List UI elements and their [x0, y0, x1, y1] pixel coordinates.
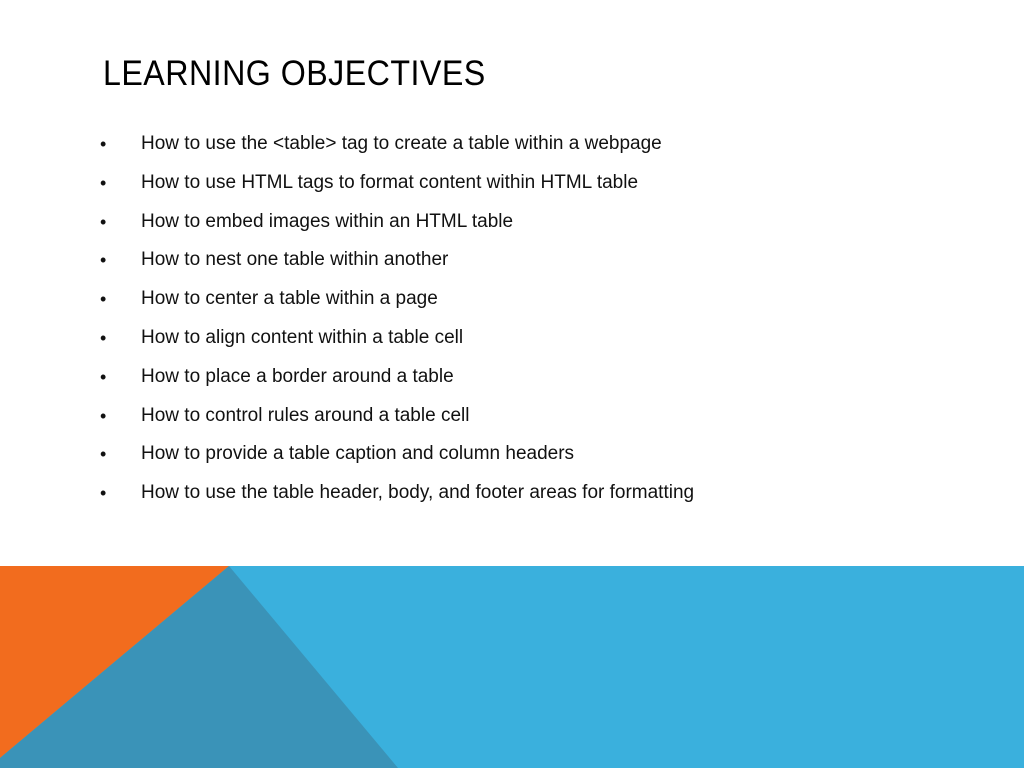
objective-item	[100, 285, 960, 324]
bullet-icon: •	[100, 211, 107, 232]
slide-title: LEARNING OBJECTIVES	[103, 54, 486, 93]
objective-text: How to use the table header, body, and footer areas for formatting	[141, 482, 695, 504]
objective-item	[100, 130, 960, 169]
objective-item	[100, 246, 960, 285]
bullet-icon: •	[100, 327, 107, 348]
objective-text: How to use HTML tags to format content within HTML table	[141, 171, 639, 193]
decorative-footer-band	[0, 566, 1024, 768]
objective-text: How to place a border around a table	[141, 365, 454, 387]
objective-item	[100, 208, 960, 247]
bullet-icon: •	[100, 172, 107, 193]
objectives-list	[100, 130, 960, 518]
objective-item	[100, 363, 960, 402]
bullet-icon: •	[100, 444, 107, 465]
objective-text: How to align content within a table cell	[141, 326, 464, 348]
objective-text: How to center a table within a page	[141, 288, 438, 310]
bullet-icon: •	[100, 366, 107, 387]
objective-text: How to control rules around a table cell	[141, 404, 470, 426]
objective-item	[100, 169, 960, 208]
objective-text: How to nest one table within another	[141, 249, 449, 271]
objective-item	[100, 479, 960, 518]
bullet-icon: •	[100, 134, 107, 154]
bullet-icon: •	[100, 483, 107, 504]
bullet-icon: •	[100, 289, 107, 310]
bullet-icon: •	[100, 405, 107, 426]
bullet-icon: •	[100, 250, 107, 271]
objective-text: How to use the <table> tag to create a table within a webpage	[141, 133, 662, 154]
objective-text: How to embed images within an HTML table	[141, 210, 514, 232]
objective-item	[100, 440, 960, 479]
objective-text: How to provide a table caption and column headers	[141, 443, 575, 465]
objective-item	[100, 402, 960, 441]
objective-item	[100, 324, 960, 363]
